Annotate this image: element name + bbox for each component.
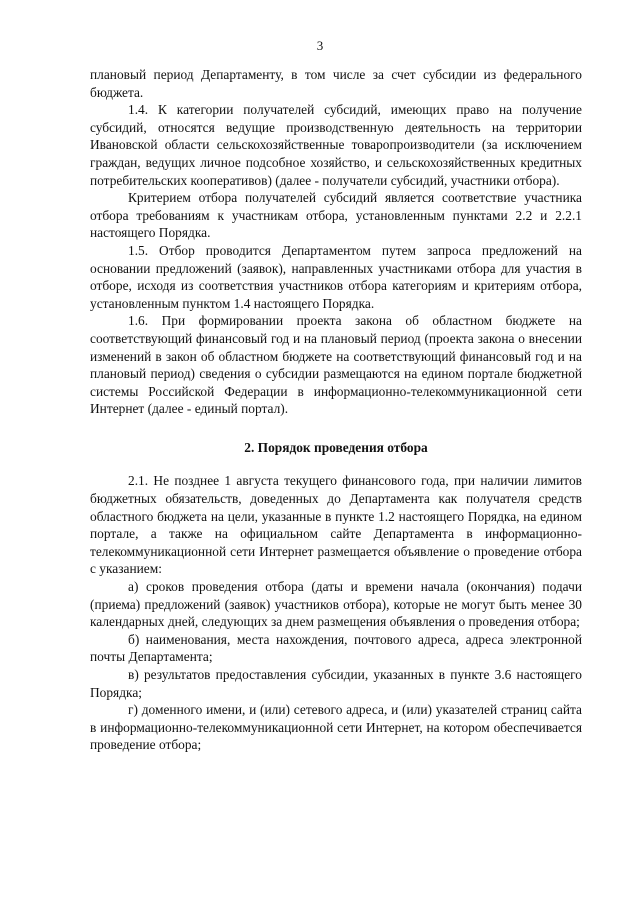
list-item-a: а) сроков проведения отбора (даты и времени начала (окончания) подачи (приема) предложений (заявок) участников отбора), которые не могут быть менее 30 календарных дней, следующих за днем размещения объявления о проведения отбора; (90, 579, 582, 630)
spacer (90, 456, 582, 472)
list-item-v: в) результатов предоставления субсидии, указанных в пункте 3.6 настоящего Порядка; (90, 667, 582, 700)
page-number: 3 (316, 38, 324, 53)
paragraph-criteria: Критерием отбора получателей субсидий является соответствие участника отбора требованиям к участникам отбора, установленным пунктами 2.2 и 2.2.1 настоящего Порядка. (90, 190, 582, 241)
paragraph-continuation: плановый период Департаменту, в том числе за счет субсидии из федерального бюджета. (90, 67, 582, 100)
spacer (90, 418, 582, 439)
document-body (90, 66, 582, 754)
paragraph-1-6: 1.6. При формировании проекта закона об областном бюджете на соответствующий финансовый год и на плановый период (проекта закона о внесении изменений в закон об областном бюджете на соответствующий финансовый год и на плановый период) сведения о субсидии размещаются на едином портале бюджетной системы Российской Федерации в информационно-телекоммуникационной сети Интернет (далее - единый портал). (90, 313, 582, 417)
paragraph-2-1: 2.1. Не позднее 1 августа текущего финансового года, при наличии лимитов бюджетных обязательств, доведенных до Департамента как получателя средств областного бюджета на цели, указанные в пункте 1.2 настоящего Порядка, на едином портале, а также на официальном сайте Департамента в информационно-телекоммуникационной сети Интернет размещается объявление о проведение отбора с указанием: (90, 473, 582, 577)
list-item-b: б) наименования, места нахождения, почтового адреса, адреса электронной почты Департамента; (90, 631, 582, 665)
paragraph-1-4: 1.4. К категории получателей субсидий, имеющих право на получение субсидий, относятся ведущие производственную деятельность на территории Ивановской области сельскохозяйственные товаропроизводители (за исключением граждан, ведущих личное подсобное хозяйство, и сельскохозяйственных кредитных потребительских кооперативов) (далее - получатели субсидий, участники отбора). (90, 102, 582, 188)
section-heading: 2. Порядок проведения отбора (244, 439, 428, 455)
paragraph-1-5: 1.5. Отбор проводится Департаментом путем запроса предложений на основании предложений (заявок), направленных участниками отбора для участия в отборе, исходя из соответствия участников отбора категориям и критериям отбора, установленным пунктом 1.4 настоящего Порядка. (90, 242, 582, 311)
list-item-g: г) доменного имени, и (или) сетевого адреса, и (или) указателей страниц сайта в информационно-телекоммуникационной сети Интернет, на котором обеспечивается проведение отбора; (90, 702, 582, 753)
